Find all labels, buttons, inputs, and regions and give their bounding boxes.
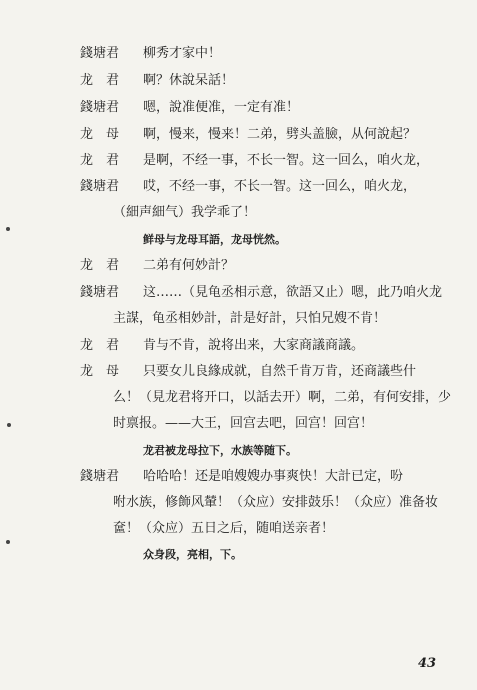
dialogue-text: 奩！（众应）五日之后，随咱送亲者！ (113, 521, 335, 536)
margin-dot (6, 540, 10, 544)
speaker-name: 龙 母 (80, 127, 120, 142)
stage-direction-text: 鲜母与龙母耳語，龙母恍然。 (143, 233, 286, 246)
dialogue-text: 啊，慢来，慢来！二弟，劈头盖臉，从何說起？ (143, 127, 417, 142)
dialogue-text: 啊？休說呆話！ (143, 73, 235, 88)
margin-dot (6, 227, 10, 231)
dialogue-text: 哎，不经一事，不长一智。这一回么，咱火龙， (143, 179, 417, 194)
speaker-name: 錢塘君 (80, 179, 120, 194)
dialogue-text: 嗯，說准便准，一定有准！ (143, 100, 300, 115)
stage-direction-text: 龙君被龙母拉下，水族等随下。 (143, 444, 297, 457)
speaker-name: 錢塘君 (80, 46, 120, 61)
dialogue-text: 只要女儿良緣成就，自然千肯万肯，还商議些什 (143, 364, 417, 379)
speaker-name: 錢塘君 (80, 469, 120, 484)
speaker-name: 龙 君 (80, 338, 120, 353)
dialogue-text: 么！（見龙君将开口，以話去开）啊，二弟，有何安排，少 (113, 390, 452, 405)
dialogue-text: 这……（見龟丞相示意，欲語又止）嗯，此乃咱火龙 (143, 285, 443, 300)
speaker-name: 龙 母 (80, 364, 120, 379)
margin-dot (7, 423, 11, 427)
dialogue-text: 时禀报。——大王，回宫去吧，回宫！回宫！ (113, 416, 374, 431)
dialogue-text: （細声細气）我学乖了！ (113, 205, 257, 220)
stage-direction-text: 众身段，亮相，下。 (143, 548, 242, 561)
dialogue-text: 柳秀才家中！ (143, 46, 222, 61)
dialogue-text: 咐水族，修飾风輦！（众应）安排鼓乐！（众应）准备妆 (113, 495, 439, 510)
dialogue-text: 哈哈哈！还是咱嫂嫂办事爽快！大計已定，吩 (143, 469, 404, 484)
dialogue-text: 二弟有何妙計？ (143, 258, 235, 273)
dialogue-text: 是啊，不经一事，不长一智。这一回么，咱火龙， (143, 153, 430, 168)
speaker-name: 龙 君 (80, 73, 120, 88)
speaker-name: 錢塘君 (80, 100, 120, 115)
dialogue-text: 主謀，龟丞相妙計，計是好計，只怕兄嫂不肯！ (113, 311, 387, 326)
speaker-name: 龙 君 (80, 153, 120, 168)
speaker-name: 錢塘君 (80, 285, 120, 300)
page-number: 43 (418, 656, 437, 671)
speaker-name: 龙 君 (80, 258, 120, 273)
dialogue-text: 肯与不肯，說将出来，大家商議商議。 (143, 338, 365, 353)
